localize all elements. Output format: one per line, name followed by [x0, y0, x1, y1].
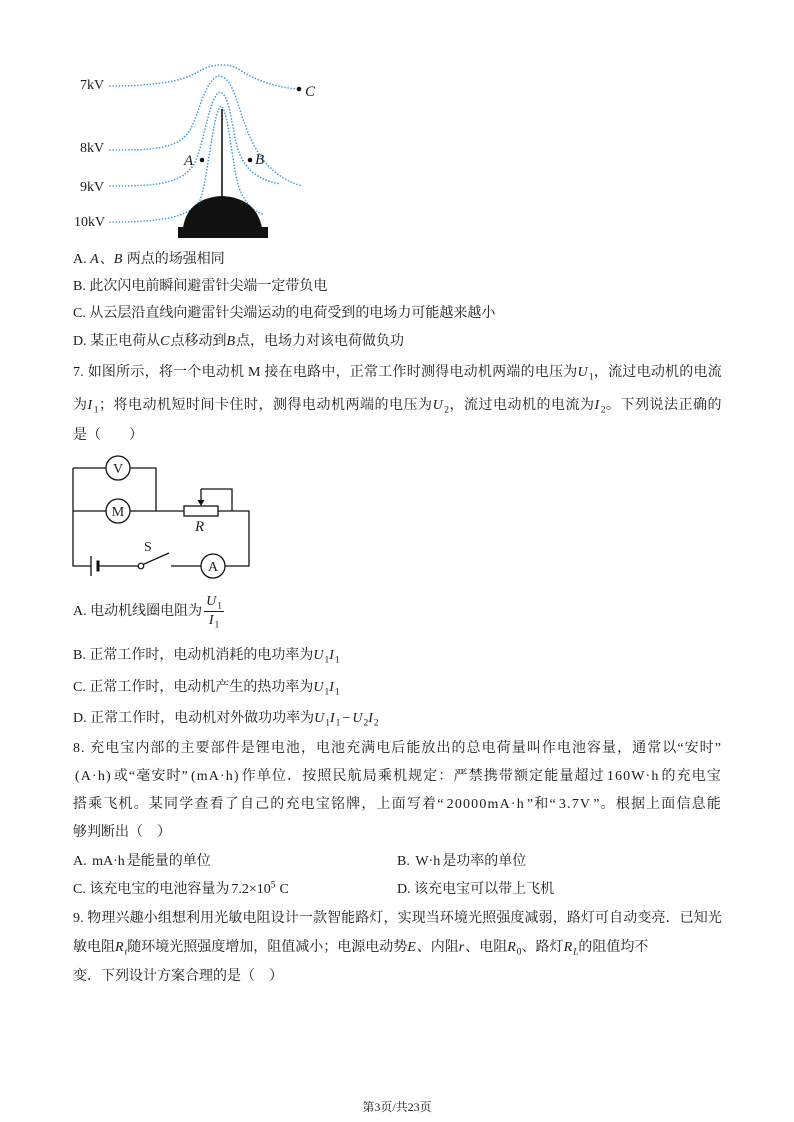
fraction [204, 594, 224, 631]
math-symbol: (mA·h) [190, 769, 240, 784]
subscript: 1 [324, 655, 330, 666]
q8-stem-line-4 [73, 823, 171, 843]
q7-stem-line-3 [73, 426, 143, 446]
text-run: D. 某正电荷从 [73, 334, 161, 349]
variable-symbol: E [407, 940, 416, 955]
subscript: 0 [516, 947, 522, 958]
point-b-label: B [255, 152, 265, 168]
q8-stem-line-3 [73, 795, 722, 815]
variable-symbol: I [329, 680, 334, 695]
subscript: t [124, 947, 128, 958]
equipotential-line-8kv [110, 76, 302, 186]
rheostat-slider-arrow [198, 500, 205, 506]
text-run: ，流过电动机的电流为 [449, 398, 595, 413]
text-run: 、电阻 [465, 940, 508, 955]
text-run: 9. 物理兴趣小组想利用光敏电阻设计一款智能路灯，实现当环境光照强度减弱，路灯可自动变亮．已知光 [73, 911, 722, 926]
math-variable [114, 252, 124, 267]
q8-stem-line-1 [73, 739, 722, 759]
text-run: B. [397, 854, 414, 869]
subscript: 1 [214, 620, 220, 631]
q7-option-c [73, 678, 340, 698]
point-c-label: C [305, 84, 316, 100]
math-variable [160, 334, 170, 349]
q7-option-b [73, 646, 340, 666]
variable-symbol: I [594, 398, 600, 413]
math-symbol: 3.7V [558, 797, 592, 812]
text-run: 够判断出（ ） [73, 825, 171, 840]
rheostat-body [184, 506, 218, 516]
text-run: 、内阻 [416, 940, 459, 955]
text-run: 7. 如图所示，将一个电动机 M 接在电路中，正常工作时测得电动机两端的电压为 [73, 365, 578, 380]
math-symbol: (A·h) [75, 769, 112, 784]
math-variable [90, 252, 100, 267]
math-variable [507, 940, 522, 958]
variable-symbol: U [313, 648, 324, 663]
text-run: 是能量的单位 [126, 854, 211, 869]
math-variable [368, 711, 379, 729]
subscript: 1 [324, 687, 330, 698]
variable-symbol: I [87, 398, 93, 413]
math-variable [208, 613, 220, 631]
rheostat-label: R [195, 519, 205, 535]
q6-option-b [73, 277, 327, 297]
subscript: 1 [334, 655, 340, 666]
text-run: 是功率的单位 [442, 854, 527, 869]
text-run: 两点的场强相同 [123, 252, 225, 267]
subscript: 1 [217, 601, 223, 612]
math-text [445, 797, 527, 812]
superscript: 5 [270, 880, 276, 891]
equipotential-label-7kv: 7kV [80, 78, 105, 93]
subscript: 2 [373, 718, 379, 729]
text-run: ”和“ [526, 797, 557, 812]
point-b-dot [248, 158, 253, 163]
math-symbol: mA·h [92, 854, 125, 869]
q6-option-d [73, 332, 404, 352]
text-run: 8. 充电宝内部的主要部件是锂电池，电池充满电后能放出的总电荷量叫作电池容量，通常以“安时” [73, 741, 722, 756]
text-run: D. 正常工作时，电动机对外做功功率为 [73, 711, 315, 726]
equipotential-figure [68, 55, 340, 245]
math-symbol: − [342, 711, 351, 726]
q8-option-d [397, 880, 554, 900]
page-footer: 第3页/共23页 [362, 1100, 432, 1114]
text-run: 、路灯 [521, 940, 564, 955]
equipotential-line-7kv [110, 65, 297, 89]
math-symbol: C [279, 882, 289, 897]
rod-base-dome [183, 196, 262, 228]
ammeter-label: A [207, 560, 219, 575]
variable-symbol: I [208, 613, 214, 629]
variable-symbol: U [313, 680, 324, 695]
variable-symbol: U [352, 711, 363, 726]
q7-option-a [73, 594, 226, 631]
math-text [90, 854, 127, 869]
equipotential-label-10kv: 10kV [74, 215, 106, 230]
variable-symbol: U [432, 398, 444, 413]
text-run: 的阻值均不 [578, 940, 649, 955]
variable-symbol: U [314, 711, 325, 726]
motor-label: M [111, 505, 125, 520]
math-variable [226, 334, 236, 349]
variable-symbol: R [563, 940, 573, 955]
math-symbol: 20000mA·h [446, 797, 525, 812]
variable-symbol: R [507, 940, 516, 955]
q8-option-a [73, 852, 211, 872]
math-text [278, 882, 291, 897]
subscript: 1 [325, 718, 330, 729]
equipotential-label-9kv: 9kV [80, 180, 105, 195]
math-variable [115, 940, 128, 958]
q7-option-d [73, 709, 379, 729]
text-run: A. [73, 252, 91, 267]
q7-stem-line-1 [73, 363, 722, 383]
text-run: 、 [99, 252, 114, 267]
math-variable [330, 711, 341, 729]
subscript: 1 [93, 405, 99, 416]
text-run: 搭乘飞机。某同学查看了自己的充电宝铭牌，上面写着“ [73, 797, 445, 812]
subscript: 1 [334, 687, 340, 698]
math-variable [577, 365, 594, 383]
text-run: ，流过电动机的电流 [593, 365, 722, 380]
math-variable [314, 711, 330, 729]
switch-label: S [144, 540, 152, 555]
fraction-numerator [204, 595, 224, 612]
math-variable [563, 940, 579, 958]
variable-symbol: I [329, 648, 334, 663]
math-variable [313, 648, 330, 666]
text-run: A. [73, 854, 91, 869]
text-run: C. 正常工作时，电动机产生的热功率为 [73, 680, 314, 695]
circuit-diagram [64, 450, 260, 584]
text-run: 是（ ） [73, 428, 143, 443]
math-variable [352, 711, 369, 729]
equipotential-label-8kv: 8kV [80, 141, 105, 156]
math-symbol: 7.2×10 [231, 882, 271, 897]
q7-stem-line-2 [73, 396, 722, 416]
math-text [557, 797, 593, 812]
equipotential-line-9kv [110, 92, 280, 186]
text-run: B. 正常工作时，电动机消耗的电功率为 [73, 648, 314, 663]
text-run: 为 [73, 398, 88, 413]
variable-symbol: U [577, 365, 588, 380]
variable-symbol: B [226, 334, 236, 349]
point-a-label: A [184, 153, 194, 169]
text-run: 或“毫安时” [113, 769, 189, 784]
point-a-dot [200, 158, 205, 163]
wire-rheostat-right [218, 511, 249, 566]
math-text [605, 769, 662, 784]
q9-stem-line-1 [73, 909, 722, 929]
q6-option-c [73, 304, 495, 324]
variable-symbol: r [458, 940, 465, 955]
rod-base-plate [178, 227, 268, 238]
math-variable [329, 680, 340, 698]
variable-symbol: R [115, 940, 124, 955]
text-run: A. 电动机线圈电阻为 [73, 604, 203, 619]
math-variable [87, 398, 99, 416]
text-run: ；将电动机短时间卡住时，测得电动机两端的电压为 [98, 398, 433, 413]
subscript: 1 [588, 372, 594, 383]
text-run: 敏电阻 [73, 940, 115, 955]
text-run: D. 该充电宝可以带上飞机 [397, 882, 555, 897]
text-run: 。下列说法正确的 [605, 398, 723, 413]
math-variable [206, 594, 223, 612]
math-symbol: W·h [415, 854, 441, 869]
q8-stem-line-2 [73, 767, 722, 787]
subscript: 2 [600, 405, 606, 416]
q8-option-c [73, 880, 291, 900]
subscript: 2 [444, 405, 450, 416]
text-run: 的充电宝 [661, 769, 722, 784]
text-run: ”。根据上面信息能 [593, 797, 723, 812]
switch-contact [138, 563, 144, 569]
text-run: C. 该充电宝的电池容量为 [73, 882, 230, 897]
math-text [229, 882, 277, 897]
math-text [340, 711, 352, 726]
q9-stem-line-3 [73, 967, 283, 987]
math-variable [432, 398, 450, 416]
variable-symbol: B [113, 252, 123, 267]
fraction-denominator [204, 612, 224, 631]
variable-symbol: I [330, 711, 335, 726]
math-variable [329, 648, 340, 666]
wire-voltmeter-right [130, 468, 156, 511]
math-variable [594, 398, 606, 416]
text-run: 点，电场力对该电荷做负功 [236, 334, 405, 349]
point-c-dot [297, 87, 302, 92]
q6-option-a [73, 250, 225, 270]
variable-symbol: C [160, 334, 170, 349]
text-run: 点移动到 [170, 334, 227, 349]
text-run: C. 从云层沿直线向避雷针尖端运动的电荷受到的电场力可能越来越小 [73, 306, 496, 321]
variable-symbol: U [206, 594, 217, 610]
wire-left [73, 468, 91, 566]
text-run: B. 此次闪电前瞬间避雷针尖端一定带负电 [73, 279, 328, 294]
subscript: 1 [335, 718, 341, 729]
subscript: 2 [363, 718, 369, 729]
q8-option-b [397, 852, 526, 872]
variable-symbol: A [90, 252, 99, 267]
math-variable [407, 940, 417, 955]
q9-stem-line-2 [73, 938, 648, 958]
subscript: L [573, 947, 579, 958]
voltmeter-label: V [112, 462, 124, 477]
math-text [189, 769, 242, 784]
text-run: 作单位．按照民航局乘机规定：严禁携带额定能量超过 [241, 769, 605, 784]
text-run: 随环境光照强度增加，阻值减小；电源电动势 [127, 940, 408, 955]
math-symbol: 160W·h [606, 769, 660, 784]
math-text [413, 854, 442, 869]
variable-symbol: I [368, 711, 373, 726]
text-run: 变．下列设计方案合理的是（ ） [73, 969, 283, 984]
math-text [73, 769, 114, 784]
math-variable [313, 680, 330, 698]
